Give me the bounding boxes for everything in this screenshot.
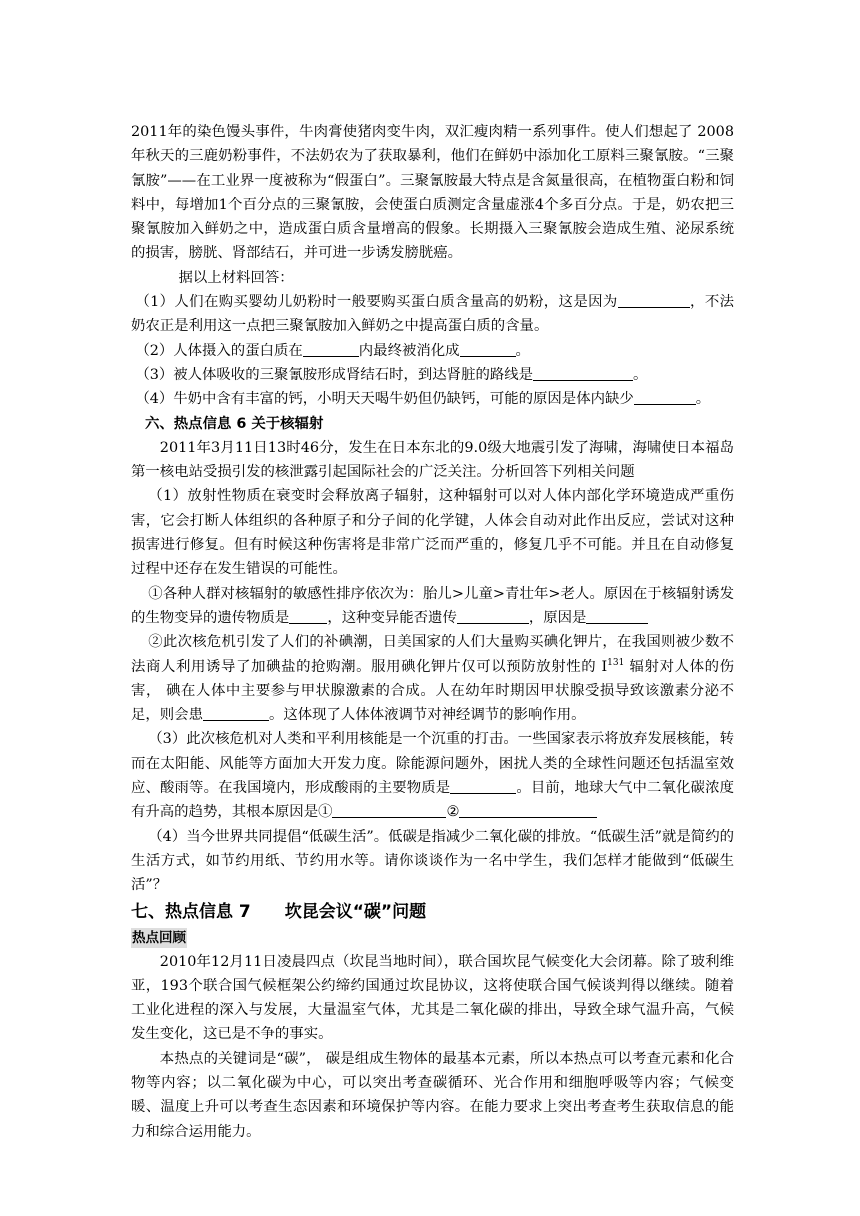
intro-paragraph: 2011年的染色馒头事件，牛肉膏使猪肉变牛肉，双汇瘦肉精一系列事件。使人们想起了 2008年秋天的三鹿奶粉事件，不法奶农为了获取暴利，他们在鲜奶中添加化工原料三聚氰胺。“三聚氰胺”——在工业界一度被称为“假蛋白”。三聚氰胺最大特点是含氮量很高，在植物蛋白粉和饲料中，每增加1个百分点的三聚氰胺，会使蛋白质测定含量虚涨4个多百分点。于是，奶农把三聚氰胺加入鲜奶之中，造成蛋白质含量增高的假象。长期摄入三聚氰胺会造成生殖、泌尿系统的损害，膀胱、肾部结石，并可进一步诱发膀胱癌。 bbox=[131, 124, 734, 262]
section-6-question-1: （1）放射性物质在衰变时会释放离子辐射，这种辐射可以对人体内部化学环境造成严重伤害，它会打断人体组织的各种原子和分子间的化学键，人体会自动对此作出反应，尝试对这种损害进行修复。但有时候这种伤害将是非常广泛而严重的，修复几乎不可能。并且在自动修复过程中还存在发生错误的可能性。 bbox=[131, 488, 734, 578]
section-6-question-1-part-2: ②此次核危机引发了人们的补碘潮，日美国家的人们大量购买碘化钾片，在我国则被少数不法商人利用诱导了加碘盐的抢购潮。服用碘化钾片仅可以预防放射性的 $I^{131}$ 辐射对人体的伤害， 碘在人体中主要参与甲状腺激素的合成。人在幼年时期因甲状腺受损导致该激素分泌不足，则会患 。这体现了人体体液调节对神经调节的影响作用。 bbox=[131, 634, 734, 724]
answer-blank[interactable] bbox=[332, 802, 446, 818]
intro-question-1: （1）人们在购买婴幼儿奶粉时一般要购买蛋白质含量高的奶粉，这是因为 ，不法奶农正是利用这一点把三聚氰胺加入鲜奶之中提高蛋白质的含量。 bbox=[131, 294, 734, 335]
section-7-subheading: 热点回顾 bbox=[132, 929, 186, 946]
intro-prompt: 据以上材料回答： bbox=[178, 269, 294, 286]
answer-blank[interactable] bbox=[533, 365, 633, 381]
section-6-question-4: （4）当今世界共同提倡“低碳生活”。低碳是指减少二氧化碳的排放。“低碳生活”就是简约的生活方式，如节约用纸、节约用水等。请你谈谈作为一名中学生，我们怎样才能做到“低碳生活”？ bbox=[131, 828, 734, 894]
intro-question-4: （4）牛奶中含有丰富的钙，小明天天喝牛奶但仍缺钙，可能的原因是体内缺少 。 bbox=[135, 391, 711, 408]
section-6-question-3: （3）此次核危机对人类和平利用核能是一个沉重的打击。一些国家表示将放弃发展核能，转而在太阳能、风能等方面加大开发力度。除能源问题外，困扰人类的全球性问题还包括温室效应、酸雨等。在我国境内，形成酸雨的主要物质是 。目前，地球大气中二氧化碳浓度有升高的趋势，其根本原因是① ② bbox=[131, 731, 734, 821]
intro-question-3: （3）被人体吸收的三聚氰胺形成肾结石时，到达肾脏的路线是 。 bbox=[135, 366, 648, 383]
answer-blank[interactable] bbox=[459, 802, 597, 818]
answer-blank[interactable] bbox=[203, 705, 269, 721]
answer-blank[interactable] bbox=[457, 608, 529, 624]
section-6-intro: 2011年3月11日13时46分，发生在日本东北的9.0级大地震引发了海啸，海啸使日本福岛第一核电站受损引发的核泄露引起国际社会的广泛关注。分析回答下列相关问题 bbox=[131, 439, 734, 481]
section-7-heading: 七、热点信息 7 坎昆会议“碳”问题 bbox=[131, 901, 427, 922]
answer-blank[interactable] bbox=[460, 341, 516, 357]
document-page bbox=[131, 120, 734, 1144]
answer-blank[interactable] bbox=[634, 389, 696, 405]
section-7-paragraph-1: 2010年12月11日凌晨四点（坎昆当地时间），联合国坎昆气候变化大会闭幕。除了玻利维亚，193个联合国气候框架公约缔约国通过坎昆协议，这将使联合国气候谈判得以继续。随着工业化进程的深入与发展，大量温室气体，尤其是二氧化碳的排出，导致全球气温升高，气候发生变化，这已是不争的事实。 bbox=[131, 953, 734, 1043]
answer-blank[interactable] bbox=[303, 341, 359, 357]
answer-blank[interactable] bbox=[289, 608, 327, 624]
answer-blank[interactable] bbox=[618, 292, 690, 308]
intro-question-2: （2）人体摄入的蛋白质在 内最终被消化成 。 bbox=[135, 342, 530, 359]
section-6-heading: 六、热点信息 6 关于核辐射 bbox=[145, 415, 324, 432]
section-6-question-1-part-1: ①各种人群对核辐射的敏感性排序依次为：胎儿>儿童>青壮年>老人。原因在于核辐射诱发的生物变异的遗传物质是 ，这种变异能否遗传 ，原因是 bbox=[131, 585, 734, 626]
answer-blank[interactable] bbox=[586, 608, 648, 624]
answer-blank[interactable] bbox=[450, 778, 516, 794]
section-7-paragraph-2: 本热点的关键词是“碳”， 碳是组成生物体的最基本元素，所以本热点可以考查元素和化合物等内容；以二氧化碳为中心，可以突出考查碳循环、光合作用和细胞呼吸等内容；气候变暖、温度上升可以考查生态因素和环境保护等内容。在能力要求上突出考查考生获取信息的能力和综合运用能力。 bbox=[131, 1050, 734, 1140]
